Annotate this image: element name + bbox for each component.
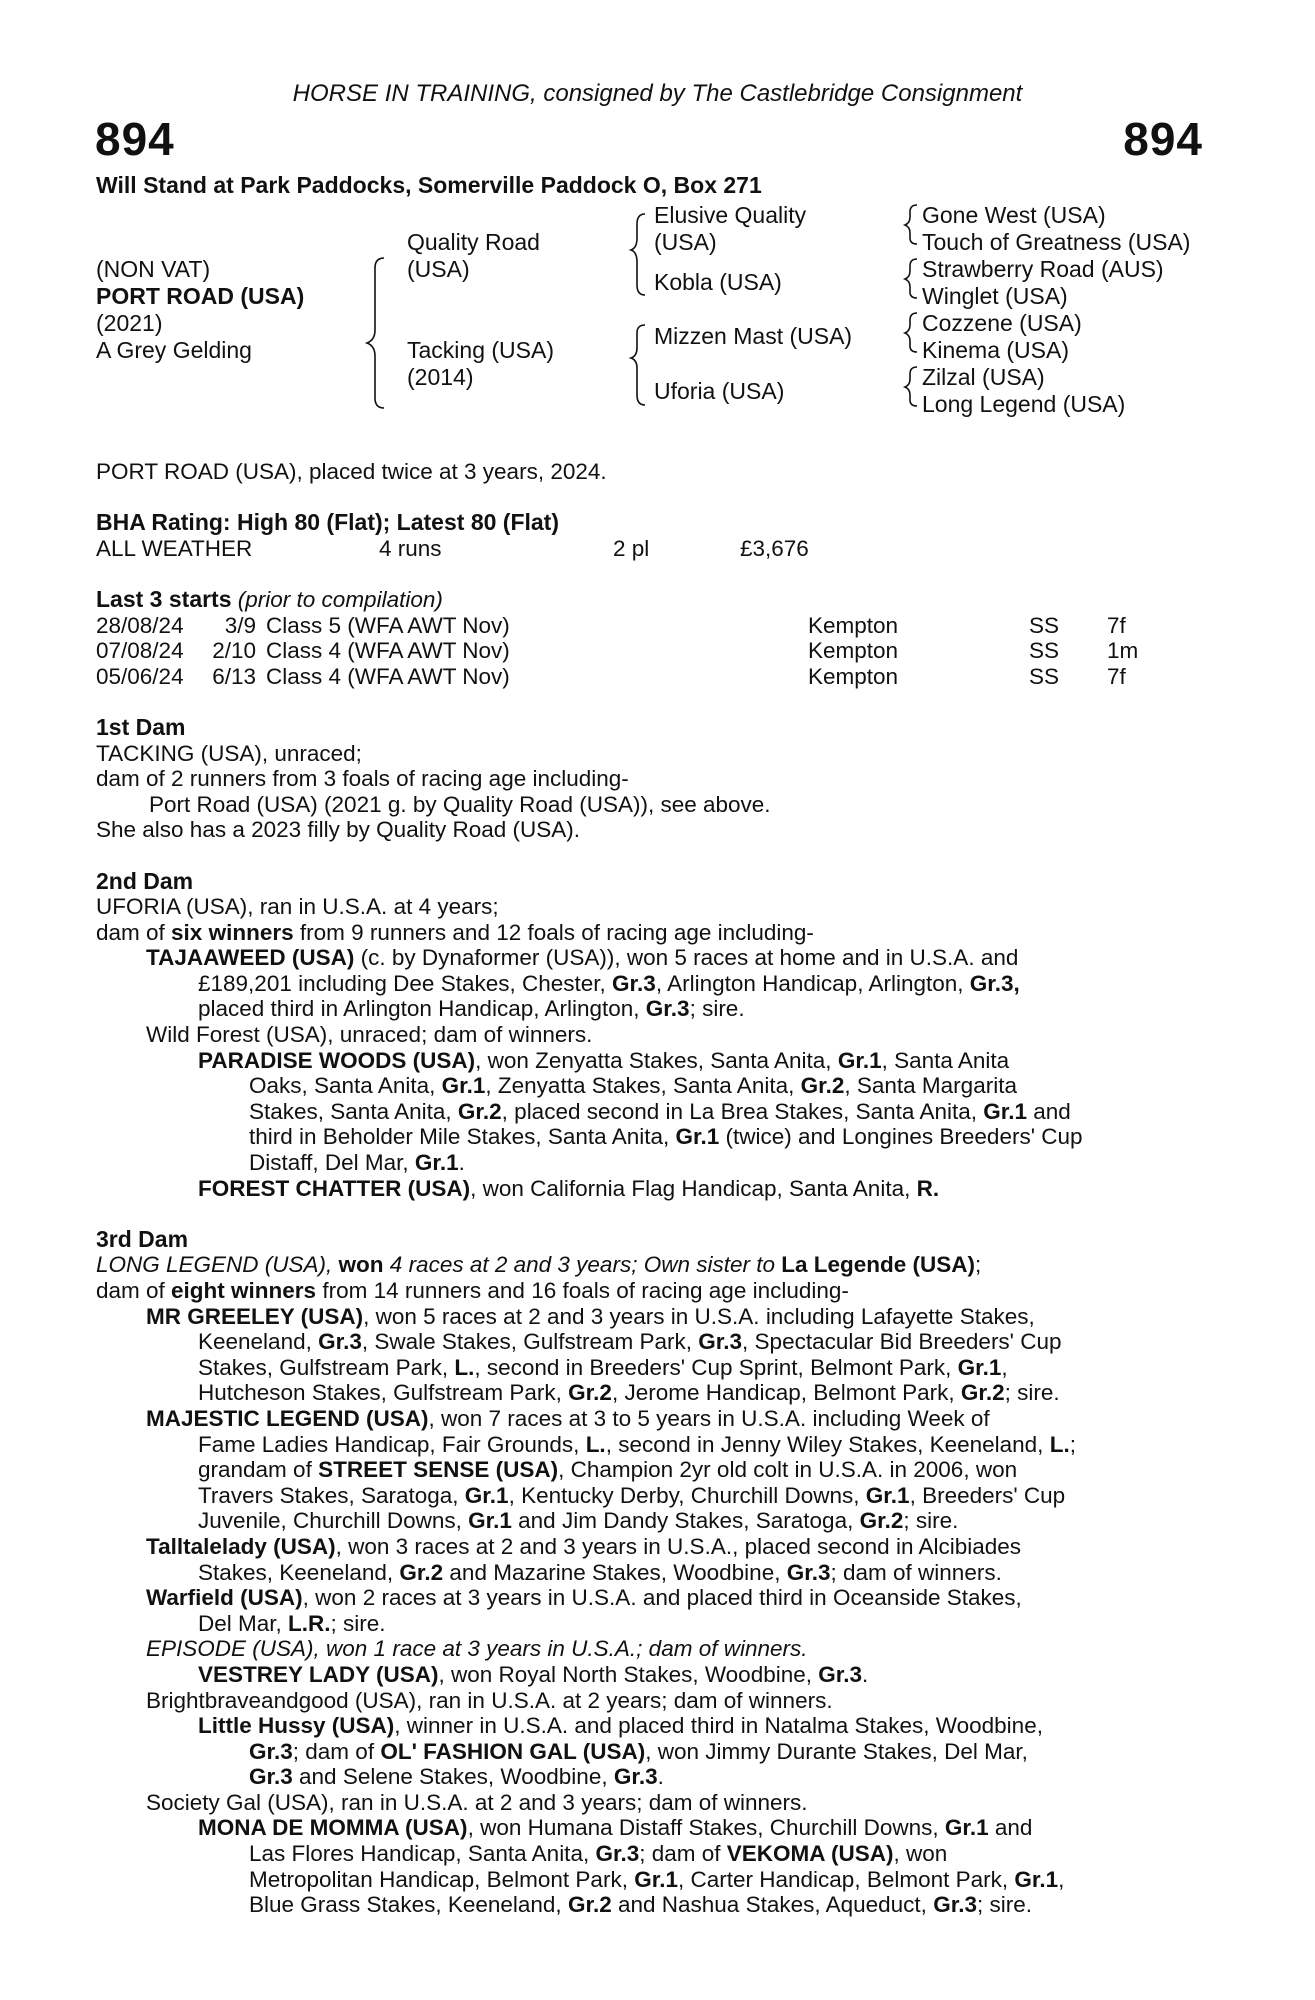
- dam-dam: Uforia (USA): [654, 378, 785, 404]
- text: Stakes, Santa Anita,: [249, 1098, 458, 1124]
- text: ; dam of winners.: [830, 1559, 1002, 1585]
- text: Juvenile, Churchill Downs,: [198, 1508, 469, 1534]
- brace-dam-line: [631, 325, 645, 405]
- start-course: Kempton: [808, 663, 899, 689]
- dam-year: (2014): [407, 364, 474, 390]
- last-starts-note: (prior to compilation): [237, 586, 443, 612]
- grade: L.: [1049, 1431, 1070, 1457]
- start-position: 6/13: [212, 663, 256, 689]
- text: (c. by Dynaformer (USA)), won 5 races at home and in U.S.A. and: [354, 945, 1019, 971]
- line: [146, 1483, 1206, 1509]
- text: ;: [1069, 1431, 1076, 1457]
- text: , won California Flag Handicap, Santa Anita,: [470, 1175, 917, 1201]
- text: , won Jimmy Durante Stakes, Del Mar,: [645, 1738, 1028, 1764]
- text: , Santa Anita: [881, 1047, 1010, 1073]
- text: , second in Breeders' Cup Sprint, Belmont Park,: [474, 1354, 958, 1380]
- catalogue-body: [96, 459, 1206, 1918]
- text: from 14 runners and 16 foals of racing age including-: [316, 1278, 849, 1303]
- text: , won: [893, 1841, 948, 1867]
- text: Distaff, Del Mar,: [249, 1150, 415, 1176]
- line: [198, 1739, 1206, 1765]
- produce-name: PARADISE WOODS (USA): [198, 1047, 476, 1073]
- second-dam-line-1: UFORIA (USA), ran in U.S.A. at 4 years;: [96, 894, 499, 920]
- brace-dd: [905, 367, 917, 406]
- text: Fame Ladies Handicap, Fair Grounds,: [198, 1431, 586, 1457]
- text: and: [988, 1815, 1033, 1841]
- grade: Gr.3: [595, 1841, 640, 1867]
- brace-sire-line: [631, 214, 645, 295]
- horse-description: A Grey Gelding: [96, 337, 252, 363]
- produce-name: MAJESTIC LEGEND (USA): [146, 1405, 429, 1431]
- grade: Gr.3: [249, 1738, 293, 1764]
- text: , won Humana Distaff Stakes, Churchill Downs,: [467, 1815, 945, 1841]
- third-dam-heading: 3rd Dam: [96, 1225, 189, 1252]
- grade: Gr.3: [786, 1559, 831, 1585]
- second-dam-heading: 2nd Dam: [96, 867, 194, 894]
- line: [198, 1764, 1206, 1790]
- produce-name: Talltalelady (USA): [146, 1533, 336, 1559]
- line: [146, 1304, 1206, 1330]
- dam-name: Tacking (USA): [407, 337, 554, 363]
- grade: Gr.3: [645, 996, 690, 1022]
- text: , Jerome Handicap, Belmont Park,: [611, 1380, 961, 1406]
- text: Oaks, Santa Anita,: [249, 1073, 442, 1099]
- text: , Santa Margarita: [844, 1073, 1017, 1099]
- grade: Gr.1: [944, 1815, 989, 1841]
- text: LONG LEGEND (USA),: [96, 1252, 339, 1278]
- grade: L.: [585, 1431, 606, 1457]
- text: .: [862, 1661, 869, 1687]
- sister-name: La Legende (USA): [781, 1252, 976, 1278]
- grade: Gr.1: [675, 1124, 720, 1150]
- line: [198, 1892, 1206, 1918]
- grade: Gr.2: [399, 1559, 444, 1585]
- text: ; sire.: [1004, 1380, 1060, 1406]
- brace-ds: [905, 313, 917, 352]
- start-distance: 7f: [1107, 663, 1126, 689]
- text: Del Mar,: [198, 1610, 289, 1636]
- line: [146, 1534, 1206, 1560]
- produce-talltalelady: [96, 1534, 1206, 1585]
- line: [146, 1457, 1206, 1483]
- text: Las Flores Handicap, Santa Anita,: [249, 1841, 596, 1867]
- winners-count: six winners: [171, 919, 294, 945]
- text: , Champion 2yr old colt in U.S.A. in 2006, won: [558, 1457, 1018, 1483]
- consignment-line: HORSE IN TRAINING, consigned by The Castlebridge Consignment: [292, 80, 1023, 107]
- grade: Gr.3: [613, 1764, 658, 1790]
- text: ; sire.: [976, 1892, 1032, 1918]
- text: placed third in Arlington Handicap, Arlington,: [198, 996, 646, 1022]
- text: ,: [1058, 1866, 1065, 1892]
- grade: Gr.2: [567, 1892, 612, 1918]
- text: Keeneland,: [198, 1329, 319, 1355]
- last-starts-title: Last 3 starts: [96, 585, 232, 612]
- grade: Gr.3: [249, 1764, 293, 1790]
- rating-earnings: £3,676: [740, 535, 809, 561]
- grade: Gr.1: [837, 1047, 882, 1073]
- start-position: 3/9: [224, 612, 256, 638]
- grade: Gr.1: [983, 1098, 1028, 1124]
- text: Metropolitan Handicap, Belmont Park,: [249, 1866, 635, 1892]
- start-going: SS: [1029, 612, 1060, 638]
- text: , won Royal North Stakes, Woodbine,: [438, 1661, 819, 1687]
- ped-ssd: Touch of Greatness (USA): [922, 229, 1191, 255]
- produce-warfield: [96, 1585, 1206, 1636]
- produce-brightbraveandgood: Brightbraveandgood (USA), ran in U.S.A. at 2 years; dam of winners.: [146, 1687, 833, 1713]
- start-course: Kempton: [808, 638, 899, 664]
- winners-count: eight winners: [171, 1278, 317, 1303]
- grade: Gr.1: [414, 1150, 459, 1176]
- produce-name: STREET SENSE (USA): [318, 1457, 559, 1483]
- grade: Gr.3,: [969, 970, 1020, 996]
- sire-country: (USA): [407, 256, 470, 282]
- text: 4 races at 2 and 3 years; Own sister to: [383, 1252, 782, 1278]
- text: and Mazarine Stakes, Woodbine,: [443, 1559, 787, 1585]
- produce-name: OL' FASHION GAL (USA): [380, 1738, 646, 1764]
- line: [198, 1150, 1206, 1176]
- grade: Gr.3: [818, 1661, 863, 1687]
- text: from 9 runners and 12 foals of racing age including-: [293, 919, 814, 945]
- text: Travers Stakes, Saratoga,: [198, 1482, 465, 1508]
- sire-dam: Kobla (USA): [654, 269, 782, 295]
- produce-name: VESTREY LADY (USA): [198, 1661, 439, 1687]
- line: [146, 1585, 1206, 1611]
- sire-sire-name: Elusive Quality: [654, 202, 807, 228]
- first-dam-line-4: She also has a 2023 filly by Quality Road (USA).: [96, 817, 580, 843]
- produce-name: MR GREELEY (USA): [146, 1303, 364, 1329]
- grade: Gr.3: [612, 970, 656, 996]
- start-distance: 1m: [1107, 638, 1139, 664]
- text: , Arlington Handicap, Arlington,: [655, 970, 970, 996]
- text: Hutcheson Stakes, Gulfstream Park,: [198, 1380, 569, 1406]
- produce-vestrey-lady: [96, 1662, 1206, 1688]
- table-row: [96, 638, 1138, 664]
- rating-heading: BHA Rating: High 80 (Flat); Latest 80 (Flat): [96, 509, 559, 536]
- produce-name: EPISODE (USA): [146, 1636, 314, 1662]
- grade: Gr.3: [318, 1329, 362, 1355]
- ped-sss: Gone West (USA): [922, 202, 1106, 228]
- text: .: [657, 1764, 664, 1790]
- line: [146, 1380, 1206, 1406]
- rating-surface: ALL WEATHER: [96, 535, 253, 561]
- text: ; sire.: [903, 1508, 959, 1534]
- produce-name: VEKOMA (USA): [726, 1841, 894, 1867]
- ped-dss: Cozzene (USA): [922, 310, 1082, 336]
- grade: Gr.3: [698, 1329, 743, 1355]
- produce-mr-greeley: [96, 1304, 1206, 1406]
- text: , Zenyatta Stakes, Santa Anita,: [485, 1073, 801, 1099]
- line: [198, 1124, 1206, 1150]
- text: , won 2 races at 3 years in U.S.A. and placed third in Oceanside Stakes,: [302, 1585, 1022, 1611]
- produce-name: MONA DE MOMMA (USA): [198, 1815, 468, 1841]
- line: [146, 971, 1206, 997]
- brace-sire-dam: [367, 258, 384, 408]
- grade: R.: [916, 1175, 940, 1201]
- text: ; sire.: [330, 1610, 386, 1636]
- horse-year: (2021): [96, 310, 163, 336]
- text: third in Beholder Mile Stakes, Santa Anita,: [249, 1124, 676, 1150]
- line: [146, 945, 1206, 971]
- line: [198, 1099, 1206, 1125]
- start-class: Class 4 (WFA AWT Nov): [266, 663, 510, 689]
- text: , Breeders' Cup: [909, 1482, 1066, 1508]
- lot-number-left: 894: [95, 113, 175, 165]
- text: and Jim Dandy Stakes, Saratoga,: [511, 1508, 860, 1534]
- ped-sdd: Winglet (USA): [922, 283, 1068, 309]
- produce-forest-chatter: [96, 1176, 1206, 1202]
- text: , won 7 races at 3 to 5 years in U.S.A. including Week of: [428, 1405, 990, 1431]
- text: , won 5 races at 2 and 3 years in U.S.A. including Lafayette Stakes,: [363, 1303, 1035, 1329]
- dam-sire: Mizzen Mast (USA): [654, 323, 853, 349]
- first-dam-line-1: TACKING (USA), unraced;: [96, 740, 362, 766]
- ped-ddd: Long Legend (USA): [922, 391, 1126, 417]
- sire-name: Quality Road: [407, 229, 540, 255]
- text: , won 3 races at 2 and 3 years in U.S.A., placed second in Alcibiades: [335, 1533, 1022, 1559]
- text: , Swale Stakes, Gulfstream Park,: [361, 1329, 699, 1355]
- rating-row: [96, 536, 809, 562]
- ped-dds: Zilzal (USA): [922, 364, 1045, 390]
- sire-sire-country: (USA): [654, 229, 717, 255]
- text: , second in Jenny Wiley Stakes, Keeneland,: [605, 1431, 1050, 1457]
- line: [198, 1048, 1206, 1074]
- grade: Gr.1: [1014, 1866, 1059, 1892]
- start-going: SS: [1029, 638, 1060, 664]
- text: , Spectacular Bid Breeders' Cup: [742, 1329, 1062, 1355]
- text: , won 1 race at 3 years in U.S.A.; dam of winners.: [313, 1636, 808, 1662]
- produce-wild-forest: Wild Forest (USA), unraced; dam of winners.: [146, 1022, 593, 1048]
- produce-name: Little Hussy (USA): [198, 1713, 395, 1739]
- line: [146, 1508, 1206, 1534]
- brace-ss: [905, 205, 917, 244]
- produce-name: FOREST CHATTER (USA): [198, 1175, 471, 1201]
- text: ; sire.: [689, 996, 745, 1022]
- start-class: Class 4 (WFA AWT Nov): [266, 638, 510, 664]
- line: [146, 1560, 1206, 1586]
- grade: Gr.2: [859, 1508, 904, 1534]
- vat-status: (NON VAT): [96, 256, 211, 282]
- produce-name: Warfield (USA): [146, 1585, 303, 1611]
- grade: Gr.3: [933, 1892, 977, 1918]
- produce-mona-de-momma: [96, 1815, 1206, 1917]
- text: £189,201 including Dee Stakes, Chester,: [198, 970, 613, 996]
- text: , placed second in La Brea Stakes, Santa Anita,: [501, 1098, 984, 1124]
- grade: Gr.1: [468, 1508, 512, 1534]
- text: Blue Grass Stakes, Keeneland,: [249, 1892, 568, 1918]
- first-dam-line-3: Port Road (USA) (2021 g. by Quality Road (USA)), see above.: [149, 791, 771, 817]
- produce-tajaaweed: [96, 945, 1206, 1022]
- text: and Selene Stakes, Woodbine,: [292, 1764, 614, 1790]
- text: ; dam of: [639, 1841, 727, 1867]
- last-starts-heading: [96, 587, 1206, 613]
- start-class: Class 5 (WFA AWT Nov): [266, 612, 510, 638]
- start-position: 2/10: [212, 638, 256, 664]
- table-row: [96, 613, 1138, 639]
- start-date: 07/08/24: [96, 638, 184, 664]
- text: won: [338, 1252, 384, 1278]
- rating-runs: 4 runs: [379, 535, 442, 561]
- produce-episode: [96, 1636, 1206, 1662]
- horse-name: PORT ROAD (USA): [96, 283, 305, 309]
- grade: Gr.2: [568, 1380, 612, 1406]
- grade: Gr.2: [960, 1380, 1005, 1406]
- grade: Gr.2: [800, 1073, 845, 1099]
- line: [146, 1329, 1206, 1355]
- line: [198, 1867, 1206, 1893]
- ped-sds: Strawberry Road (AUS): [922, 256, 1164, 282]
- grade: Gr.1: [464, 1482, 509, 1508]
- start-course: Kempton: [808, 612, 899, 638]
- lot-number-right: 894: [1123, 113, 1203, 165]
- line: [146, 1432, 1206, 1458]
- produce-majestic-legend: [96, 1406, 1206, 1534]
- start-going: SS: [1029, 663, 1060, 689]
- ped-dsd: Kinema (USA): [922, 337, 1069, 363]
- produce-paradise-woods: [96, 1048, 1206, 1176]
- text: ,: [1001, 1354, 1008, 1380]
- line: [198, 1073, 1206, 1099]
- text: ; dam of: [292, 1738, 381, 1764]
- text: dam of: [96, 919, 172, 945]
- line: [146, 996, 1206, 1022]
- brace-sd: [905, 259, 917, 298]
- stand-location: Will Stand at Park Paddocks, Somerville Paddock O, Box 271: [96, 172, 762, 198]
- produce-little-hussy: [96, 1713, 1206, 1790]
- text: , Carter Handicap, Belmont Park,: [677, 1866, 1015, 1892]
- line: [146, 1611, 1206, 1637]
- text: and: [1027, 1098, 1071, 1124]
- rating-table: [96, 536, 809, 562]
- text: Stakes, Gulfstream Park,: [198, 1354, 455, 1380]
- text: grandam of: [198, 1457, 319, 1483]
- last-starts-table: [96, 613, 1138, 690]
- first-dam-heading: 1st Dam: [96, 713, 186, 740]
- start-distance: 7f: [1107, 612, 1126, 638]
- third-dam-line-1: [96, 1252, 1206, 1278]
- grade: L.R.: [288, 1610, 331, 1636]
- line: [198, 1815, 1206, 1841]
- text: Stakes, Keeneland,: [198, 1559, 400, 1585]
- line: [198, 1713, 1206, 1739]
- text: , won Zenyatta Stakes, Santa Anita,: [475, 1047, 838, 1073]
- first-dam-line-2: dam of 2 runners from 3 foals of racing age including-: [96, 766, 629, 792]
- start-date: 05/06/24: [96, 663, 184, 689]
- grade: L.: [454, 1354, 475, 1380]
- race-summary: PORT ROAD (USA), placed twice at 3 years, 2024.: [96, 459, 607, 484]
- grade: Gr.2: [457, 1098, 502, 1124]
- text: .: [458, 1150, 465, 1176]
- line: [146, 1355, 1206, 1381]
- text: and Nashua Stakes, Aqueduct,: [611, 1892, 934, 1918]
- produce-name: TAJAAWEED (USA): [146, 945, 355, 971]
- text: , winner in U.S.A. and placed third in Natalma Stakes, Woodbine,: [394, 1713, 1043, 1739]
- text: dam of: [96, 1278, 172, 1303]
- start-date: 28/08/24: [96, 612, 184, 638]
- text: (twice) and Longines Breeders' Cup: [719, 1124, 1083, 1150]
- grade: Gr.1: [441, 1073, 486, 1099]
- produce-society-gal: Society Gal (USA), ran in U.S.A. at 2 and 3 years; dam of winners.: [146, 1789, 808, 1815]
- third-dam-line-2: [96, 1278, 1206, 1304]
- rating-placed: 2 pl: [613, 535, 650, 561]
- grade: Gr.1: [634, 1866, 678, 1892]
- table-row: [96, 664, 1138, 690]
- grade: Gr.1: [957, 1354, 1002, 1380]
- line: [198, 1841, 1206, 1867]
- grade: Gr.1: [865, 1482, 910, 1508]
- text: , Kentucky Derby, Churchill Downs,: [508, 1482, 866, 1508]
- text: ;: [975, 1252, 982, 1278]
- second-dam-line-2: [96, 920, 1206, 946]
- line: [146, 1406, 1206, 1432]
